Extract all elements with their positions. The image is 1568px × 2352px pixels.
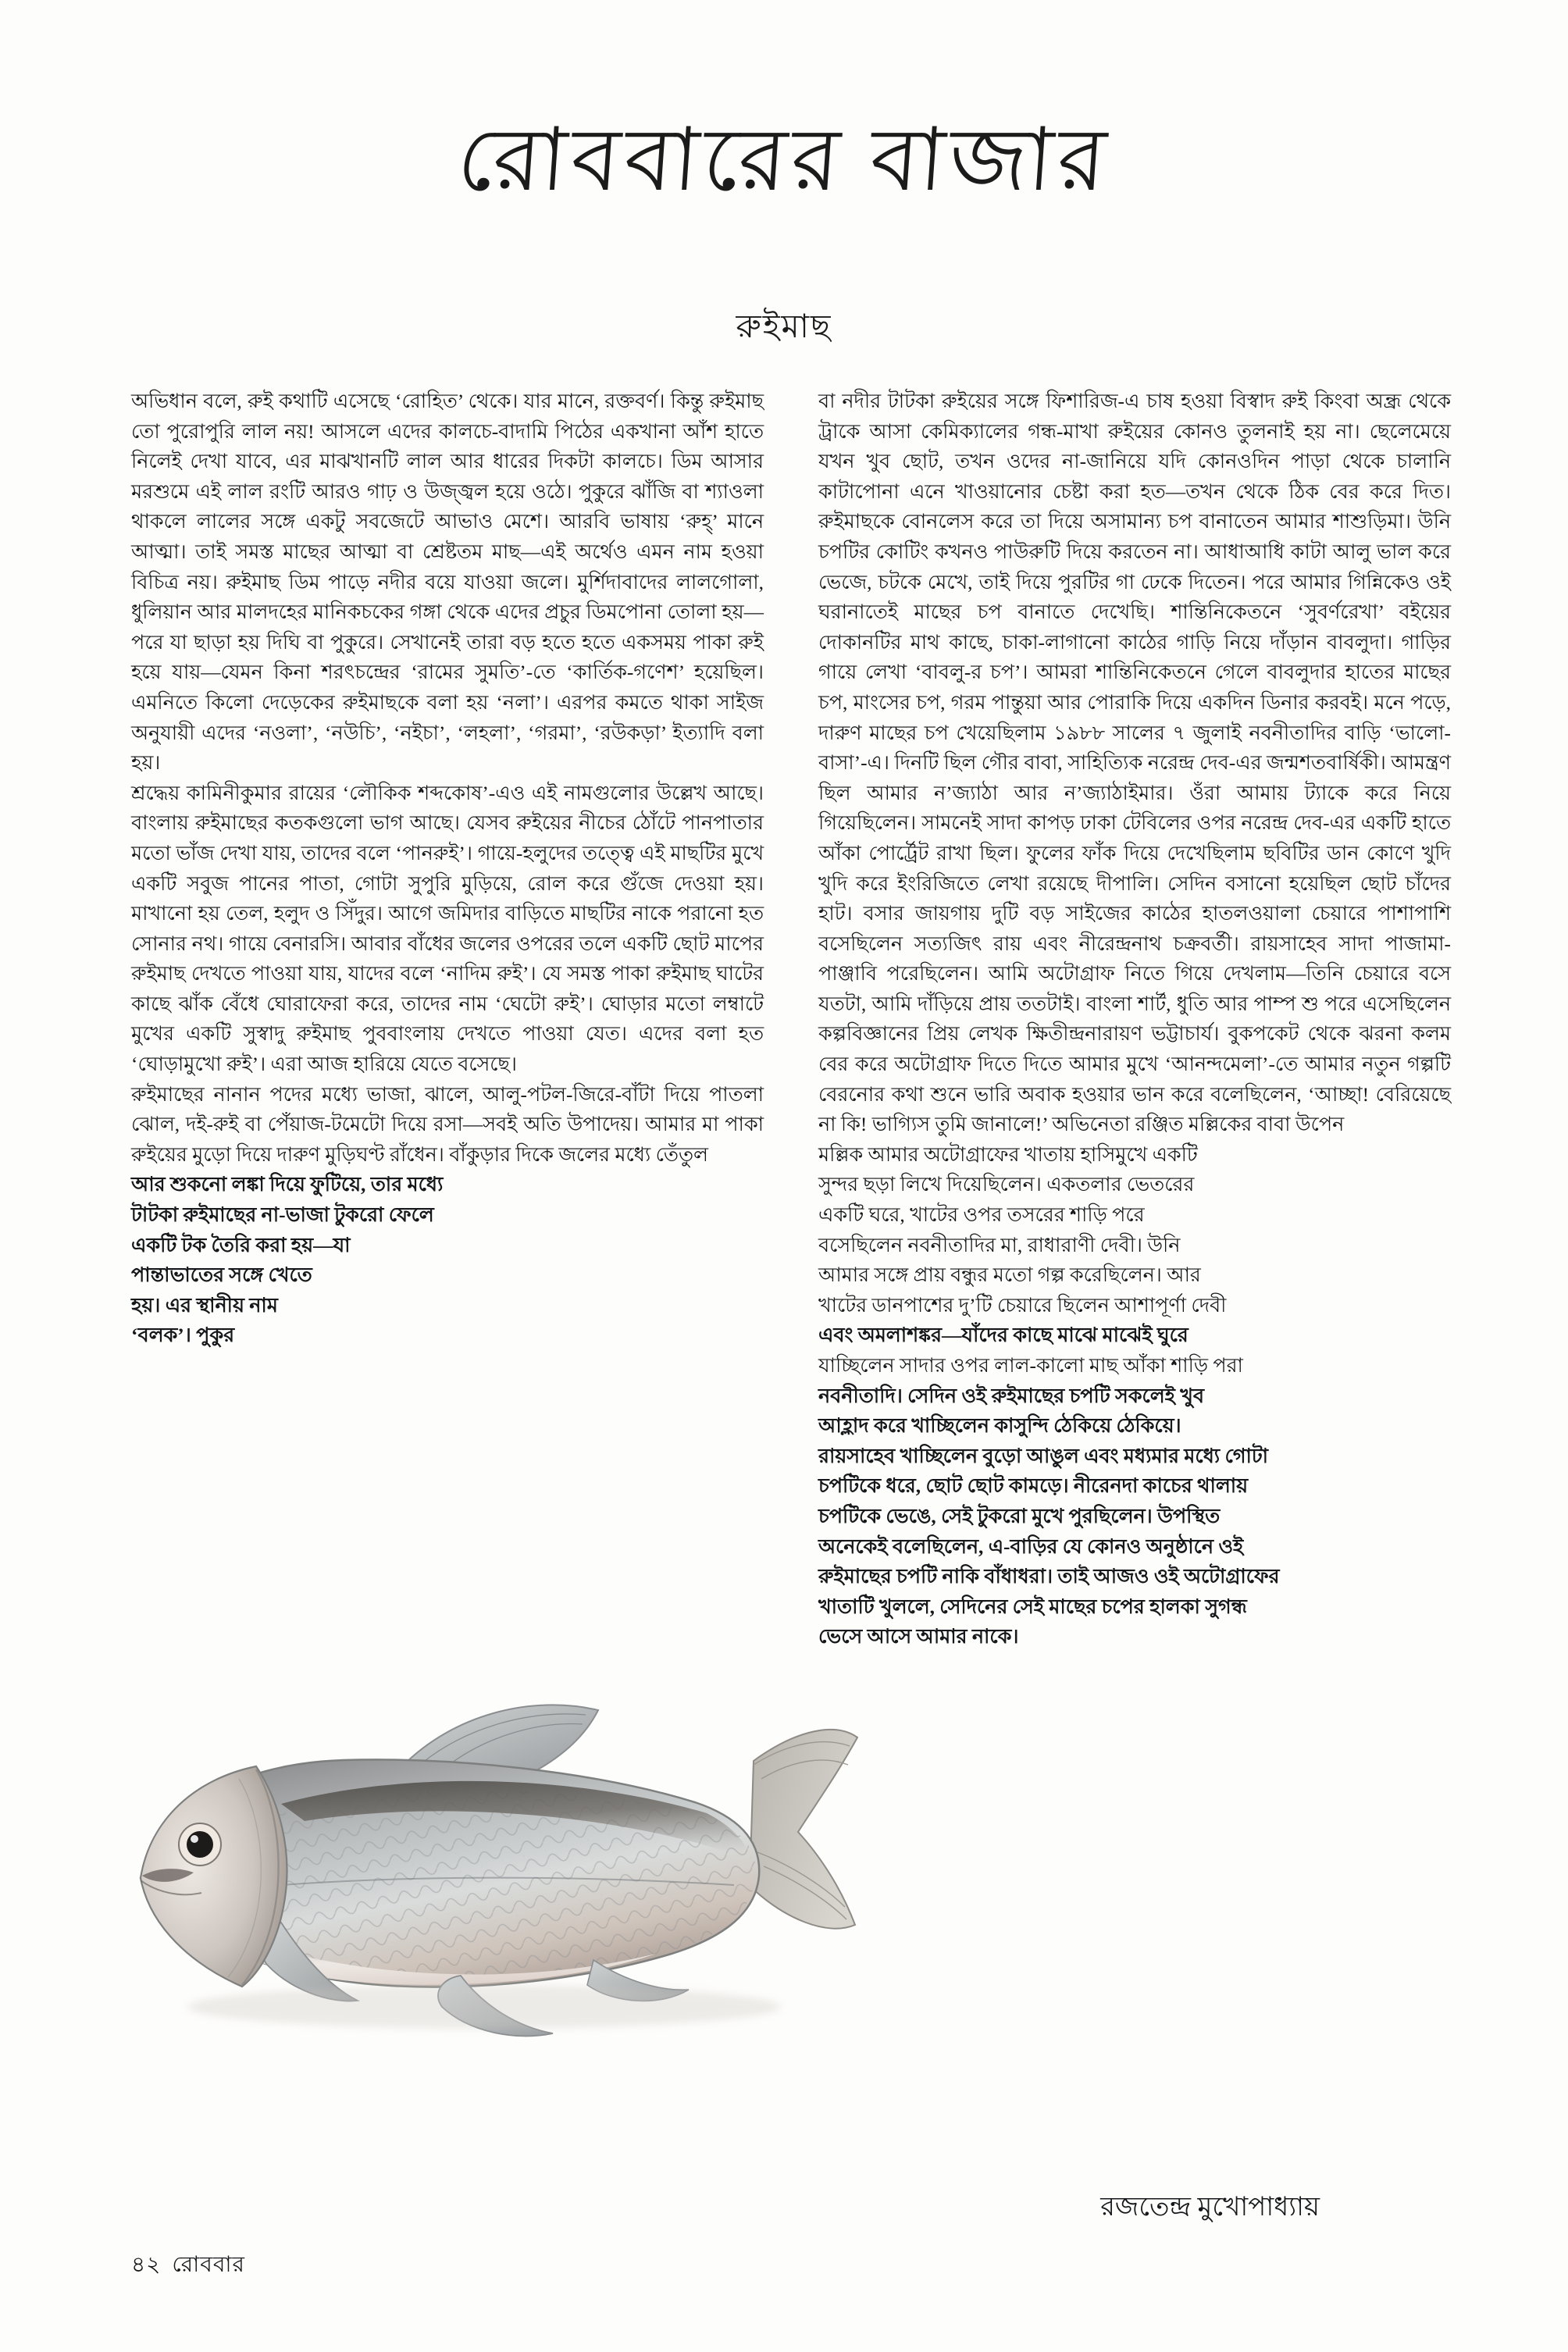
paragraph: অভিধান বলে, রুই কথাটি এসেছে ‘রোহিত’ থেকে। যার মানে, রক্তবর্ণ। কিন্তু রুইমাছ তো পুরোপুরি লাল নয়! আসলে এদের কালচে-বাদামি পিঠের একখানা আঁশ হাতে নিলেই দেখা যাবে, এর মাঝখানটি লাল আর ধারের দিকটা কালচে। ডিম আসার মরশুমে এই লাল রংটি আরও গাঢ় ও উজ্জ্বল হয়ে ওঠে। পুকুরে ঝাঁজি বা শ্যাওলা থাকলে লালের সঙ্গে একটু সবজেটে আভাও মেশে। আরবি ভাষায় ‘রুহ্‌’ মানে আত্মা। তাই সমস্ত মাছের আত্মা বা শ্রেষ্টতম মাছ—এই অর্থেও এমন নাম হওয়া বিচিত্র নয়। রুইমাছ ডিম পাড়ে নদীর বয়ে যাওয়া জলে। মুর্শিদাবাদের লালগোলা, ধুলিয়ান আর মালদহের মানিকচকের গঙ্গা থেকে এদের প্রচুর ডিমপোনা তোলা হয়—পরে যা ছাড়া হয় দিঘি বা পুকুরে। সেখানেই তারা বড় হতে হতে একসময় পাকা রুই হয়ে যায়—যেমন কিনা শরৎচন্দ্রের ‘রামের সুমতি’-তে ‘কার্তিক-গণেশ’ হয়েছিল। এমনিতে কিলো দেড়েকের রুইমাছকে বলা হয় ‘নলা’। এরপর কমতে থাকা সাইজ অনুযায়ী এদের ‘নওলা’, ‘নউচি’, ‘নইচা’, ‘লহলা’, ‘গরমা’, ‘রউকড়া’ ইত্যাদি বলা হয়।	[131, 390, 764, 775]
paragraph: রুইমাছের নানান পদের মধ্যে ভাজা, ঝালে, আলু-পটল-জিরে-বাঁটা দিয়ে পাতলা ঝোল, দই-রুই বা পেঁয়াজ-টমেটো দিয়ে রসা—সবই অতি উপাদেয়। আমার মা পাকা রুইয়ের মুড়ো দিয়ে দারুণ মুড়িঘণ্ট রাঁধেন। বাঁকুড়ার দিকে জলের মধ্যে তেঁতুল	[131, 1083, 764, 1166]
paragraph-wrapped: অনেকেই বলেছিলেন, এ-বাড়ির যে কোনও অনুষ্ঠানে ওই	[818, 1535, 1244, 1558]
paragraph: বা নদীর টাটকা রুইয়ের সঙ্গে ফিশারিজ-এ চাষ হওয়া বিস্বাদ রুই কিংবা অন্ধ্র থেকে ট্রাকে আসা কেমিক্যালের গন্ধ-মাখা রুইয়ের কোনও তুলনাই হয় না। ছেলেমেয়ে যখন খুব ছোট, তখন ওদের না-জানিয়ে যদি কোনওদিন পাড়া থেকে চালানি কাটাপোনা এনে খাওয়ানোর চেষ্টা করা হত—তখন থেকে ঠিক বের করে দিত। রুইমাছকে বোনলেস করে তা দিয়ে অসামান্য চপ বানাতেন আমার শাশুড়িমা। উনি চপটির কোটিং কখনও পাউরুটি দিয়ে করতেন না। আধাআধি কাটা আলু ভাল করে ভেজে, চটকে মেখে, তাই দিয়ে পুরটির গা ঢেকে দিতেন। পরে আমার গিন্নিকেও ওই ঘরানাতেই মাছের চপ বানাতে দেখেছি। শান্তিনিকেতনে ‘সুবর্ণরেখা’ বইয়ের দোকানটির মাথ কাছে, চাকা-লাগানো কাঠের গাড়ি নিয়ে দাঁড়ান বাবলুদা। গাড়ির গায়ে লেখা ‘বাবলু-র চপ’। আমরা শান্তিনিকেতনে গেলে বাবলুদার হাতের মাছের চপ, মাংসের চপ, গরম পান্তুয়া আর পোরাকি দিয়ে একদিন ডিনার করবই। মনে পড়ে, দারুণ মাছের চপ খেয়েছিলাম ১৯৮৮ সালের ৭ জুলাই নবনীতাদির বাড়ি ‘ভালো-বাসা’-এ। দিনটি ছিল গৌর বাবা, সাহিত্যিক নরেন্দ্র দেব-এর জন্মশতবার্ষিকী। আমন্ত্রণ ছিল আমার ন’জ্যাঠা আর ন’জ্যাঠাইমার। ওঁরা আমায় ট্যাকে করে নিয়ে গিয়েছিলেন। সামনেই সাদা কাপড় ঢাকা টেবিলের ওপর নরেন্দ্র দেব-এর একটি হাতে আঁকা পোর্ট্রেট রাখা ছিল। ফুলের ফাঁক দিয়ে দেখেছিলাম ছবিটির ডান কোণে খুদি খুদি করে ইংরিজিতে লেখা রয়েছে দীপালি। সেদিন বসানো হয়েছিল ছোট চাঁদের হাট। বসার জায়গায় দুটি বড় সাইজের কাঠের হাতলওয়ালা চেয়ারে পাশাপাশি বসেছিলেন সত্যজিৎ রায় এবং নীরেন্দ্রনাথ চক্রবর্তী। রায়সাহেব সাদা পাজামা-পাঞ্জাবি পরেছিলেন। আমি অটোগ্রাফ নিতে গিয়ে দেখলাম—তিনি চেয়ারে বসে যতটা, আমি দাঁড়িয়ে প্রায় ততটাই। বাংলা শার্ট, ধুতি আর পাম্প শু পরে এসেছিলেন কল্পবিজ্ঞানের প্রিয় লেখক ক্ষিতীন্দ্রনারায়ণ ভট্টাচার্য। বুকপকেট থেকে ঝরনা কলম বের করে অটোগ্রাফ দিতে দিতে আমার মুখে ‘আনন্দমেলা’-তে আমার নতুন গল্পটি বেরনোর কথা শুনে ভারি অবাক হওয়ার ভান করে বলেছিলেন, ‘আচ্ছা! বেরিয়েছে না কি! ভাগ্যিস তুমি জানালে!’ অভিনেতা রঞ্জিত মল্লিকের বাবা উপেন	[818, 390, 1451, 1136]
paragraph-wrapped: চপটিকে ভেঙে, সেই টুকরো মুখে পুরছিলেন। উপস্থিত	[818, 1505, 1221, 1527]
byline: রজতেন্দ্র মুখোপাধ্যায়	[1100, 2193, 1320, 2222]
paragraph-wrapped: রুইমাছের চপটি নাকি বাঁধাধরা। তাই আজও ওই অটোগ্রাফের	[818, 1566, 1280, 1588]
paragraph-wrapped: একটি ঘরে, খাটের ওপর তসরের শাড়ি পরে	[818, 1204, 1145, 1227]
paragraph-wrapped: নবনীতাদি। সেদিন ওই রুইমাছের চপটি সকলেই খুব	[818, 1384, 1205, 1407]
article-subtitle: রুইমাছ	[736, 309, 832, 345]
folio	[131, 2247, 245, 2284]
paragraph-bold: ‘বলক’। পুকুর	[131, 1324, 235, 1347]
paragraph-wrapped: ভেসে আসে আমার নাকে।	[818, 1626, 1019, 1648]
paragraph-bold: টাটকা রুইমাছের না-ভাজা টুকরো ফেলে	[131, 1204, 434, 1227]
paragraph-wrapped: রায়সাহেব খাচ্ছিলেন বুড়ো আঙুল এবং মধ্যমার মধ্যে গোটা	[818, 1445, 1269, 1467]
paragraph-wrapped: খাটের ডানপাশের দু’টি চেয়ারে ছিলেন আশাপূর্ণা দেবী	[818, 1294, 1227, 1317]
paragraph-wrapped: খাতাটি খুললে, সেদিনের সেই মাছের চপের হালকা সুগন্ধ	[818, 1595, 1247, 1618]
folio-number: ৪২	[131, 2253, 162, 2277]
paragraph-wrapped: চপটিকে ধরে, ছোট ছোট কামড়ে। নীরেনদা কাচের থালায়	[818, 1475, 1249, 1498]
paragraph-bold: আর শুকনো লঙ্কা দিয়ে ফুটিয়ে, তার মধ্যে	[131, 1174, 444, 1196]
paragraph-wrapped: এবং অমলাশঙ্কর—যাঁদের কাছে মাঝে মাঝেই ঘুরে	[818, 1324, 1188, 1347]
paragraph-wrapped: যাচ্ছিলেন সাদার ওপর লাল-কালো মাছ আঁকা শাড়ি পরা	[818, 1355, 1243, 1377]
paragraph-wrapped: মল্লিক আমার অটোগ্রাফের খাতায় হাসিমুখে একটি	[818, 1143, 1198, 1166]
paragraph: শ্রদ্ধেয় কামিনীকুমার রায়ের ‘লৌকিক শব্দকোষ’-এও এই নামগুলোর উল্লেখ আছে। বাংলায় রুইমাছের কতকগুলো ভাগ আছে। যেসব রুইয়ের নীচের ঠোঁটে পানপাতার মতো ভাঁজ দেখা যায়, তাদের বলে ‘পানরুই’। গায়ে-হলুদের তত্ত্বে এই মাছটির মুখে একটি সবুজ পানের পাতা, গোটা সুপুরি মুড়িয়ে, রোল করে গুঁজে দেওয়া হয়। মাখানো হয় তেল, হলুদ ও সিঁদুর। আগে জমিদার বাড়িতে মাছটির নাকে পরানো হত সোনার নথ। গায়ে বেনারসি। আবার বাঁধের জলের ওপরের তলে একটি ছোট মাপের রুইমাছ দেখতে পাওয়া যায়, যাদের বলে ‘নাদিম রুই’। যে সমস্ত পাকা রুইমাছ ঘাটের কাছে ঝাঁক বেঁধে ঘোরাফেরা করে, তাদের নাম ‘ঘেটো রুই’। ঘোড়ার মতো লম্বাটে মুখের একটি সুস্বাদু রুইমাছ পুববাংলায় দেখতে পাওয়া যেত। এদের বলা হত ‘ঘোড়ামুখো রুই’। এরা আজ হারিয়ে যেতে বসেছে।	[131, 782, 764, 1076]
masthead-title: রোববারের বাজার	[454, 112, 1114, 209]
paragraph-wrapped: বসেছিলেন নবনীতাদির মা, রাধারাণী দেবী। উনি	[818, 1234, 1181, 1256]
paragraph-wrapped: আহ্লাদ করে খাচ্ছিলেন কাসুন্দি ঠেকিয়ে ঠেকিয়ে।	[818, 1415, 1181, 1438]
paragraph-bold: পান্তাভাতের সঙ্গে খেতে	[131, 1264, 312, 1287]
folio-name: রোববার	[172, 2253, 245, 2277]
paragraph-bold: হয়। এর স্থানীয় নাম	[131, 1294, 278, 1317]
column-right	[818, 387, 1451, 1652]
paragraph-wrapped: সুন্দর ছড়া লিখে দিয়েছিলেন। একতলার ভেতরের	[818, 1174, 1195, 1196]
paragraph-wrapped: আমার সঙ্গে প্রায় বন্ধুর মতো গল্প করেছিলেন। আর	[818, 1264, 1201, 1287]
article-body	[131, 387, 1451, 2183]
paragraph-bold: একটি টক তৈরি করা হয়—যা	[131, 1234, 351, 1256]
masthead	[0, 112, 1568, 209]
column-left	[131, 387, 764, 1351]
